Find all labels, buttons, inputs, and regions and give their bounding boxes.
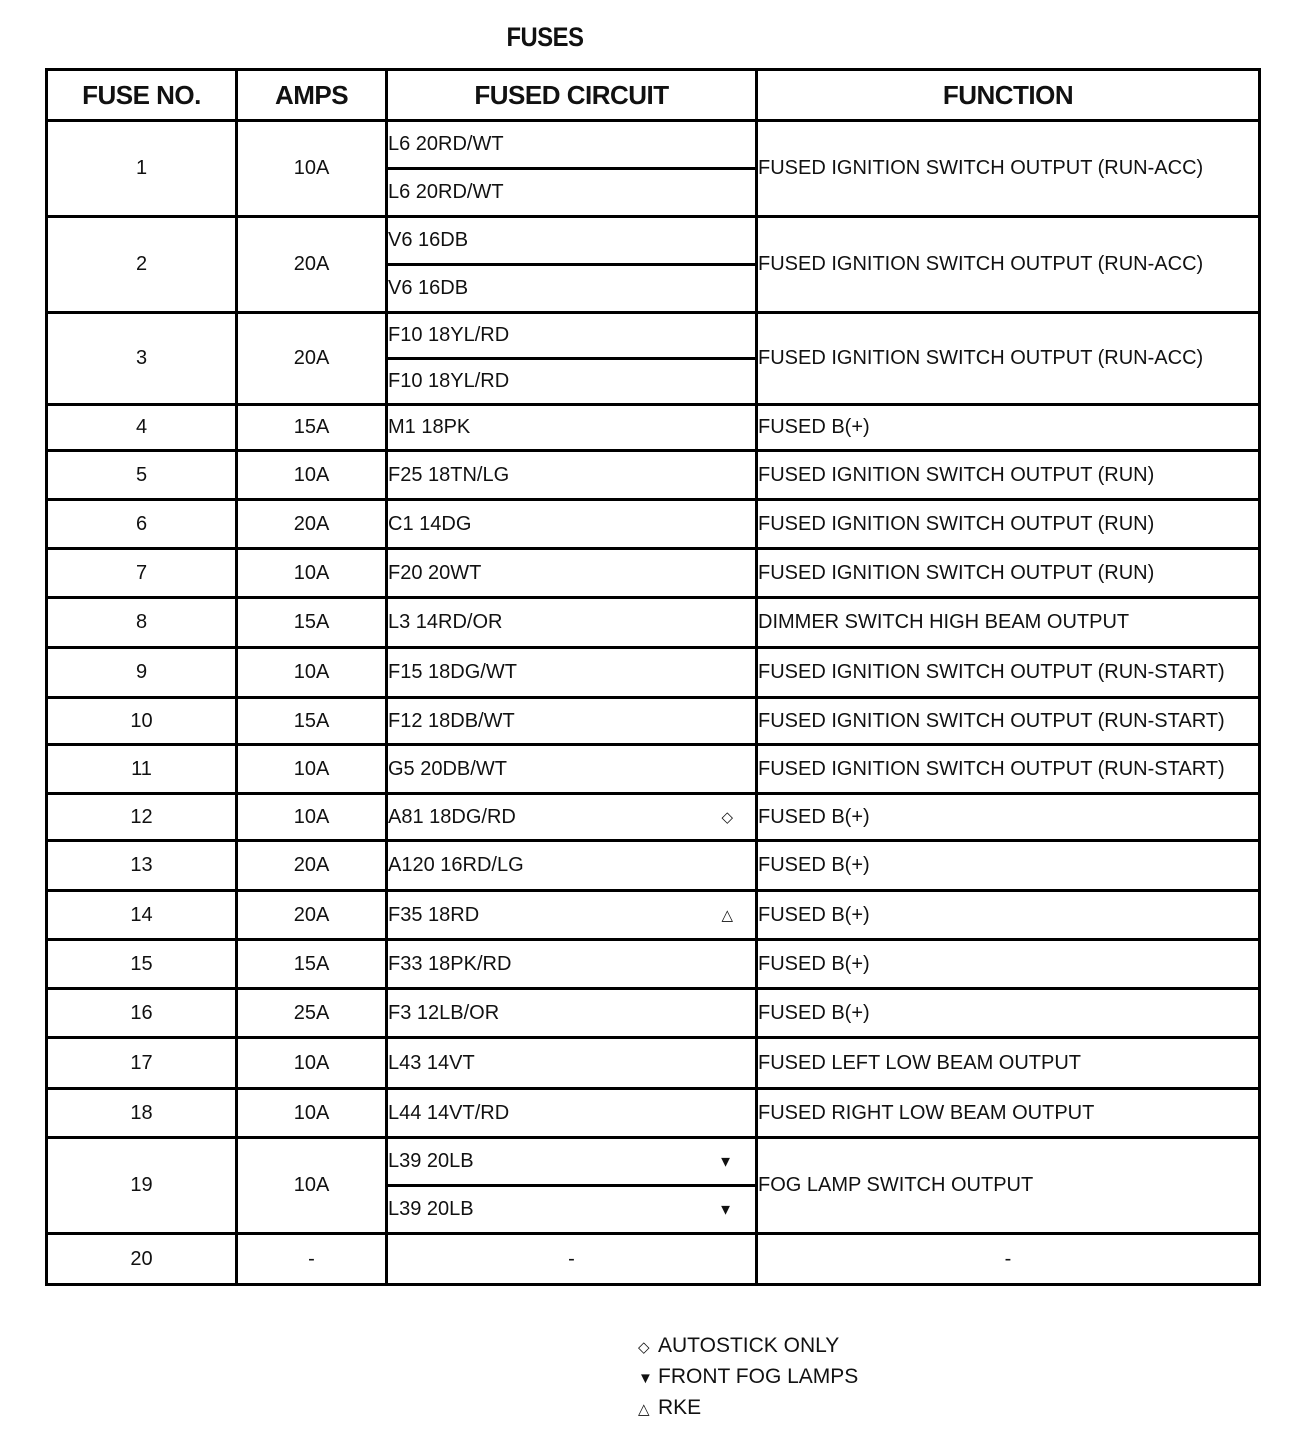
fused-circuit-label: L43 14VT — [388, 1051, 475, 1074]
fuse-amps: 15A — [237, 940, 387, 989]
triangle-down-icon: ▼ — [718, 1153, 733, 1170]
table-row — [47, 698, 1260, 745]
header-fused-circuit: FUSED CIRCUIT — [387, 70, 757, 121]
fuse-function: FUSED IGNITION SWITCH OUTPUT (RUN) — [757, 500, 1260, 549]
table-header-row — [47, 70, 1260, 121]
fused-circuit-label: F33 18PK/RD — [388, 952, 512, 975]
fuse-function: FUSED B(+) — [757, 940, 1260, 989]
triangle-down-icon: ▼ — [638, 1370, 653, 1387]
diamond-icon: ◇ — [638, 1339, 650, 1356]
fuse-amps: 20A — [237, 891, 387, 940]
fuse-number: 4 — [47, 405, 237, 451]
fused-circuit — [387, 359, 757, 405]
table-row — [47, 121, 1260, 169]
table-row — [47, 1138, 1260, 1186]
fused-circuit-label: F10 18YL/RD — [388, 370, 510, 392]
fuse-function: FUSED IGNITION SWITCH OUTPUT (RUN-START) — [757, 745, 1260, 794]
fused-circuit — [387, 989, 757, 1038]
fuse-amps: 15A — [237, 405, 387, 451]
fused-circuit — [387, 794, 757, 841]
fuse-table — [45, 68, 1261, 1286]
fused-circuit — [387, 1186, 757, 1234]
fuse-amps: 10A — [237, 1138, 387, 1234]
fused-circuit-label: F12 18DB/WT — [388, 709, 515, 732]
fuse-amps: - — [237, 1234, 387, 1285]
fuse-number: 1 — [47, 121, 237, 217]
fused-circuit-label: M1 18PK — [388, 416, 471, 438]
fuse-amps: 10A — [237, 794, 387, 841]
fuse-number: 7 — [47, 549, 237, 598]
legend-item — [638, 1330, 858, 1361]
table-row — [47, 549, 1260, 598]
fused-circuit — [387, 313, 757, 359]
table-row — [47, 648, 1260, 698]
fuse-function: DIMMER SWITCH HIGH BEAM OUTPUT — [757, 598, 1260, 648]
fused-circuit — [387, 891, 757, 940]
fused-circuit — [387, 265, 757, 313]
fuse-function: FUSED IGNITION SWITCH OUTPUT (RUN) — [757, 451, 1260, 500]
table-row — [47, 989, 1260, 1038]
fuse-amps: 25A — [237, 989, 387, 1038]
fuse-number: 2 — [47, 217, 237, 313]
table-row — [47, 451, 1260, 500]
fused-circuit — [387, 500, 757, 549]
fused-circuit-label: G5 20DB/WT — [388, 757, 507, 780]
fuse-amps: 10A — [237, 121, 387, 217]
fused-circuit — [387, 1138, 757, 1186]
fuse-number: 10 — [47, 698, 237, 745]
fuse-function: FUSED IGNITION SWITCH OUTPUT (RUN-ACC) — [757, 217, 1260, 313]
fuse-amps: 10A — [237, 451, 387, 500]
fuse-number: 3 — [47, 313, 237, 405]
fused-circuit-label: F3 12LB/OR — [388, 1001, 500, 1024]
fused-circuit-label: A120 16RD/LG — [388, 854, 524, 876]
fuse-number: 16 — [47, 989, 237, 1038]
fused-circuit — [387, 217, 757, 265]
legend-label: RKE — [658, 1396, 702, 1419]
fused-circuit — [387, 121, 757, 169]
header-fuse-no: FUSE NO. — [47, 70, 237, 121]
fuse-function: - — [757, 1234, 1260, 1285]
fuse-function: FOG LAMP SWITCH OUTPUT — [757, 1138, 1260, 1234]
fuse-function: FUSED B(+) — [757, 794, 1260, 841]
table-row — [47, 794, 1260, 841]
page-title: FUSES — [506, 22, 584, 52]
fuse-function: FUSED IGNITION SWITCH OUTPUT (RUN-ACC) — [757, 313, 1260, 405]
table-row — [47, 841, 1260, 891]
fuse-amps: 10A — [237, 549, 387, 598]
fuse-function: FUSED IGNITION SWITCH OUTPUT (RUN-START) — [757, 698, 1260, 745]
table-row — [47, 598, 1260, 648]
header-function: FUNCTION — [757, 70, 1260, 121]
fuse-function: FUSED LEFT LOW BEAM OUTPUT — [757, 1038, 1260, 1089]
legend-label: AUTOSTICK ONLY — [658, 1334, 840, 1357]
fused-circuit — [387, 940, 757, 989]
fuse-amps: 10A — [237, 745, 387, 794]
fuse-function: FUSED B(+) — [757, 841, 1260, 891]
fuse-amps: 20A — [237, 217, 387, 313]
fuse-amps: 10A — [237, 648, 387, 698]
table-row — [47, 1234, 1260, 1285]
fuse-amps: 20A — [237, 841, 387, 891]
legend-label: FRONT FOG LAMPS — [658, 1365, 859, 1388]
fuse-number: 18 — [47, 1089, 237, 1138]
fused-circuit — [387, 1234, 757, 1285]
fused-circuit-label: L39 20LB — [388, 1150, 474, 1172]
fused-circuit — [387, 451, 757, 500]
fuse-number: 5 — [47, 451, 237, 500]
fuse-number: 15 — [47, 940, 237, 989]
table-row — [47, 405, 1260, 451]
table-row — [47, 1089, 1260, 1138]
fuse-number: 20 — [47, 1234, 237, 1285]
fuse-function: FUSED B(+) — [757, 405, 1260, 451]
legend-item — [638, 1361, 858, 1392]
fuse-function: FUSED IGNITION SWITCH OUTPUT (RUN-ACC) — [757, 121, 1260, 217]
legend — [638, 1330, 858, 1423]
table-row — [47, 891, 1260, 940]
fused-circuit — [387, 405, 757, 451]
fused-circuit — [387, 549, 757, 598]
fuse-function: FUSED RIGHT LOW BEAM OUTPUT — [757, 1089, 1260, 1138]
fuse-number: 12 — [47, 794, 237, 841]
fuse-amps: 15A — [237, 698, 387, 745]
fused-circuit-label: A81 18DG/RD — [388, 805, 516, 828]
table-row — [47, 1038, 1260, 1089]
fused-circuit-label: F25 18TN/LG — [388, 463, 510, 486]
triangle-up-icon: △ — [721, 907, 733, 924]
fused-circuit-label: L44 14VT/RD — [388, 1101, 510, 1124]
table-row — [47, 217, 1260, 265]
fuse-amps: 15A — [237, 598, 387, 648]
fused-circuit-label: - — [568, 1247, 575, 1270]
fused-circuit — [387, 1038, 757, 1089]
fused-circuit-label: V6 16DB — [388, 277, 469, 299]
fused-circuit-label: C1 14DG — [388, 512, 472, 535]
fused-circuit-label: L3 14RD/OR — [388, 611, 503, 633]
fuse-number: 17 — [47, 1038, 237, 1089]
table-row — [47, 940, 1260, 989]
fuse-function: FUSED B(+) — [757, 989, 1260, 1038]
table-row — [47, 500, 1260, 549]
fused-circuit-label: F20 20WT — [388, 561, 482, 584]
triangle-up-icon: △ — [638, 1401, 650, 1418]
fuse-number: 9 — [47, 648, 237, 698]
fused-circuit — [387, 648, 757, 698]
fuse-number: 6 — [47, 500, 237, 549]
fuse-number: 13 — [47, 841, 237, 891]
fuse-function: FUSED IGNITION SWITCH OUTPUT (RUN-START) — [757, 648, 1260, 698]
fused-circuit — [387, 841, 757, 891]
fused-circuit-label: F10 18YL/RD — [388, 324, 510, 346]
diamond-icon: ◇ — [721, 809, 733, 826]
fused-circuit-label: F35 18RD — [388, 903, 480, 926]
fused-circuit-label: L6 20RD/WT — [388, 133, 504, 155]
triangle-down-icon: ▼ — [718, 1201, 733, 1218]
fused-circuit — [387, 745, 757, 794]
fuse-table-body — [47, 121, 1260, 1285]
table-row — [47, 313, 1260, 359]
fuse-amps: 10A — [237, 1038, 387, 1089]
fused-circuit — [387, 1089, 757, 1138]
fuse-number: 19 — [47, 1138, 237, 1234]
legend-item — [638, 1392, 858, 1423]
fused-circuit — [387, 698, 757, 745]
fused-circuit — [387, 598, 757, 648]
fused-circuit-label: L6 20RD/WT — [388, 181, 504, 203]
fuse-function: FUSED IGNITION SWITCH OUTPUT (RUN) — [757, 549, 1260, 598]
fuse-number: 11 — [47, 745, 237, 794]
header-amps: AMPS — [237, 70, 387, 121]
fuse-number: 14 — [47, 891, 237, 940]
table-row — [47, 745, 1260, 794]
fuse-amps: 20A — [237, 500, 387, 549]
fused-circuit-label: F15 18DG/WT — [388, 661, 517, 683]
fused-circuit-label: L39 20LB — [388, 1198, 474, 1220]
fused-circuit — [387, 169, 757, 217]
fuse-number: 8 — [47, 598, 237, 648]
fuse-function: FUSED B(+) — [757, 891, 1260, 940]
fuse-amps: 10A — [237, 1089, 387, 1138]
fused-circuit-label: V6 16DB — [388, 229, 469, 251]
fuse-amps: 20A — [237, 313, 387, 405]
